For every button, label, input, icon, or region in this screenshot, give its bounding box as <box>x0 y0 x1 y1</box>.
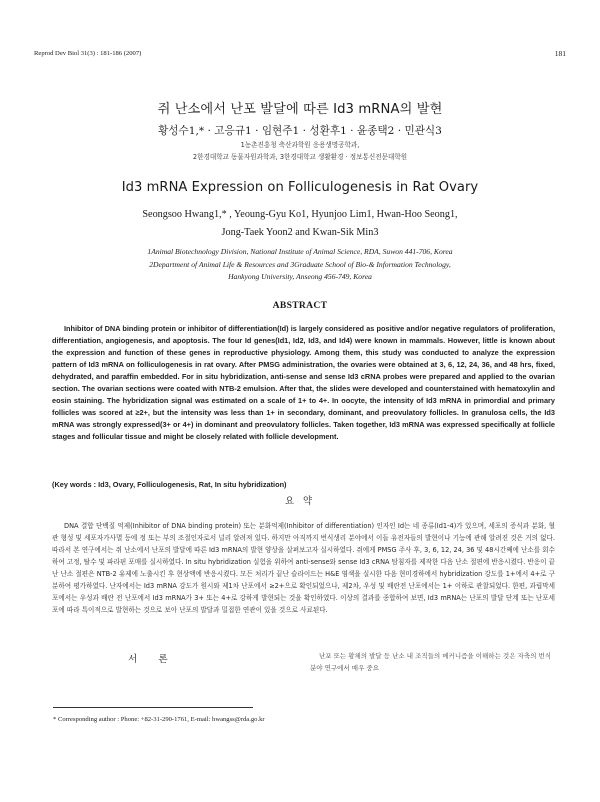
introduction-right-column: 난포 또는 황체의 발달 등 난소 내 조직들의 메커니즘을 이해하는 것은 자축의 번식 분야 연구에서 매우 중요 <box>310 652 552 672</box>
korean-abstract-heading: 요 약 <box>284 496 316 507</box>
corresponding-author-footnote: * Corresponding author : Phone: +82-31-290-1761, E-mail: hwangss@rda.go.kr <box>53 716 265 723</box>
english-affiliation-2: 2Department of Animal Life & Resources and 3Graduate School of Bio-& Information Technology, <box>149 260 451 269</box>
korean-title: 쥐 난소에서 난포 발달에 따른 Id3 mRNA의 발현 <box>157 102 443 117</box>
korean-affiliation-1: 1농촌진흥청 축산과학원 응용생명공학과, <box>240 141 360 149</box>
footnote-divider <box>53 707 253 708</box>
korean-affiliation-2: 2한경대학교 동물자원과학과, 3한경대학교 생활환경 · 정보통신전문대학원 <box>192 153 408 161</box>
korean-authors: 황성수1,* · 고응규1 · 임현주1 · 성환후1 · 윤종택2 · 민관식3 <box>158 125 442 137</box>
abstract-body: Inhibitor of DNA binding protein or inhibitor of differentiation(Id) is largely considered as positive and/or negative regulators of proliferation, differentiation, angiogenesis, and apoptosis. The four Id genes(Id1, Id2, Id3, and Id4) were known in mammals. However, little is known about the expression and function of these genes in reproductive physiology. Among them, this study was conducted to analyze the expression pattern of Id3 mRNA on folliculogenesis in rat ovary. After PMSG administration, the ovaries were obtained at 3, 6, 12, 24, 36, and 48 hrs, fixed, dehydrated, and paraffin embedded. For in situ hybridization, anti-sense and sense Id3 cRNA probes were prepared and applied to the ovarian section. The ovarian sections were coated with NTB-2 emulsion. After that, the slides were developed and counterstained with hematoxylin and eosin staining. The hybridization signal was estimated on a scale of 1+ to 4+. In oocyte, the intensity of Id3 mRNA in primordial and primary follicles was scored at ≥2+, but the intensity was less than 1+ in secondary, dominant, and preovulatory follicles. In granulosa cells, the Id3 mRNA was strongly expressed(3+ or 4+) in dominant and preovulatory follicles. Taken together, Id3 mRNA was expressed specifically at follicle stages and follicular tissue and might be closely related with follicle development. <box>52 324 555 441</box>
english-affiliation-1: 1Animal Biotechnology Division, National Institute of Animal Science, RDA, Suwon 441-706, Korea <box>147 247 453 256</box>
journal-citation: Reprod Dev Biol 31(3) : 181-186 (2007) <box>34 49 142 57</box>
running-head <box>34 47 566 59</box>
page-number: 181 <box>554 48 566 58</box>
introduction-heading: 서 론 <box>128 654 177 665</box>
english-authors-line-1: Seongsoo Hwang1,* , Yeoung-Gyu Ko1, Hyunjoo Lim1, Hwan-Hoo Seong1, <box>142 209 458 220</box>
english-affiliation-3: Hankyong University, Anseong 456-749, Korea <box>228 272 372 281</box>
abstract-keywords: (Key words : Id3, Ovary, Folliculogenesis, Rat, In situ hybridization) <box>52 480 287 489</box>
english-title: Id3 mRNA Expression on Folliculogenesis in Rat Ovary <box>121 180 479 195</box>
english-authors-line-2: Jong-Taek Yoon2 and Kwan-Sik Min3 <box>221 227 379 238</box>
korean-abstract-body: DNA 결합 단백질 억제(Inhibitor of DNA binding protein) 또는 분화억제(Inhibitor of differentiation) 인자인 Id는 네 종류(Id1-4)가 있으며, 세포의 증식과 분화, 혈관 형성 및 세포자가사멸 등에 정 또는 부의 조절인자로서 널리 알려져 있다. 하지만 아직까지 번식생리 분야에서 이들 유전자들의 발현이나 기능에 관해 알려진 것은 거의 없다. 따라서 본 연구에서는 쥐 난소에서 난포의 발달에 따른 Id3 mRNA의 발현 양상을 살펴보고자 실시하였다. 쥐에게 PMSG 주사 후, 3, 6, 12, 24, 36 및 48시간째에 난소를 회수하여 고정, 탈수 및 파라핀 포매를 실시하였다. In situ hybridization 실험을 위하여 anti-sense와 sense Id3 cRNA 탐침자를 제작한 다음 난소 절편에 반응시켰다. 반응이 끝난 난소 절편은 NTB-2 유제에 노출시킨 후 현상액에 반응시켰다. 모든 처리가 끝난 슬라이드는 H&E 염색을 실시한 다음 현미경하에서 hybridization 강도를 1+에서 4+로 구분하여 평가하였다. 난자에서는 Id3 mRNA 강도가 원시와 제1차 난포에서 ≥2+으로 확인되었으나, 제2차, 우성 및 배란전 난포에서는 1+ 이하로 관찰되었다. 한편, 과립막세포에서는 우성과 배란 전 난포에서 Id3 mRNA가 3+ 또는 4+로 강하게 발현되는 것을 확인하였다. 이상의 결과를 종합하여 보면, Id3 mRNA는 난포의 발달 단계 또는 난포세포에 따라 특이적으로 발현하는 것으로 보아 난포의 발달과 밀접한 연관이 있을 것으로 사료된다. <box>52 522 555 615</box>
abstract-heading: ABSTRACT <box>272 300 328 311</box>
